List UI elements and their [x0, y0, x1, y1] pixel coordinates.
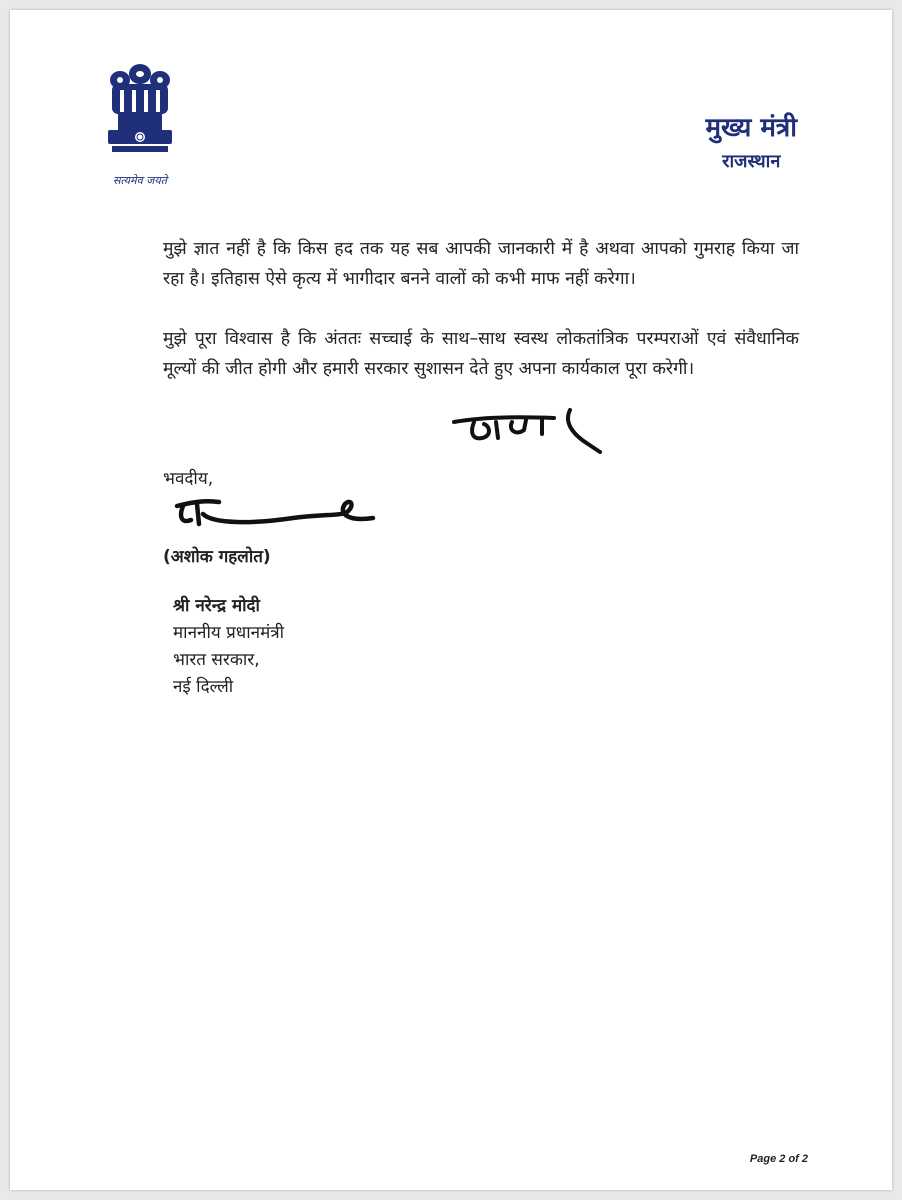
- recipient-address: [173, 593, 284, 701]
- office-heading: [705, 113, 797, 173]
- body-paragraph-1: मुझे ज्ञात नहीं है कि किस हद तक यह सब आपकी जानकारी में है अथवा आपको गुमराह किया जा रहा है। इतिहास ऐसे कृत्य में भागीदार बनने वालों को कभी माफ नहीं करेगा।: [163, 239, 799, 289]
- recipient-name: श्री नरेन्द्र मोदी: [173, 596, 260, 616]
- body-paragraph-2: मुझे पूरा विश्वास है कि अंततः सच्चाई के साथ–साथ स्वस्थ लोकतांत्रिक परम्पराओं एवं संवैधानिक मूल्यों की जीत होगी और हमारी सरकार सुशासन देते हुए अपना कार्यकाल पूरा करेगी।: [163, 329, 799, 379]
- closing-salutation: भवदीय,: [163, 469, 214, 489]
- recipient-organization: भारत सरकार,: [173, 650, 260, 670]
- page-number: Page 2 of 2: [749, 1153, 808, 1165]
- sender-name: (अशोक गहलोत): [163, 547, 271, 567]
- handwritten-signature: [173, 494, 383, 544]
- recipient-designation: माननीय प्रधानमंत्री: [173, 623, 285, 643]
- initials-signature: [446, 404, 616, 464]
- letter-page: [10, 10, 892, 1190]
- office-state: राजस्थान: [722, 151, 781, 172]
- state-emblem: [90, 60, 190, 190]
- recipient-city: नई दिल्ली: [173, 677, 234, 697]
- lion-capital-icon: [98, 60, 182, 170]
- office-title: मुख्य मंत्री: [705, 113, 797, 143]
- emblem-motto: सत्यमेव जयते: [112, 174, 167, 187]
